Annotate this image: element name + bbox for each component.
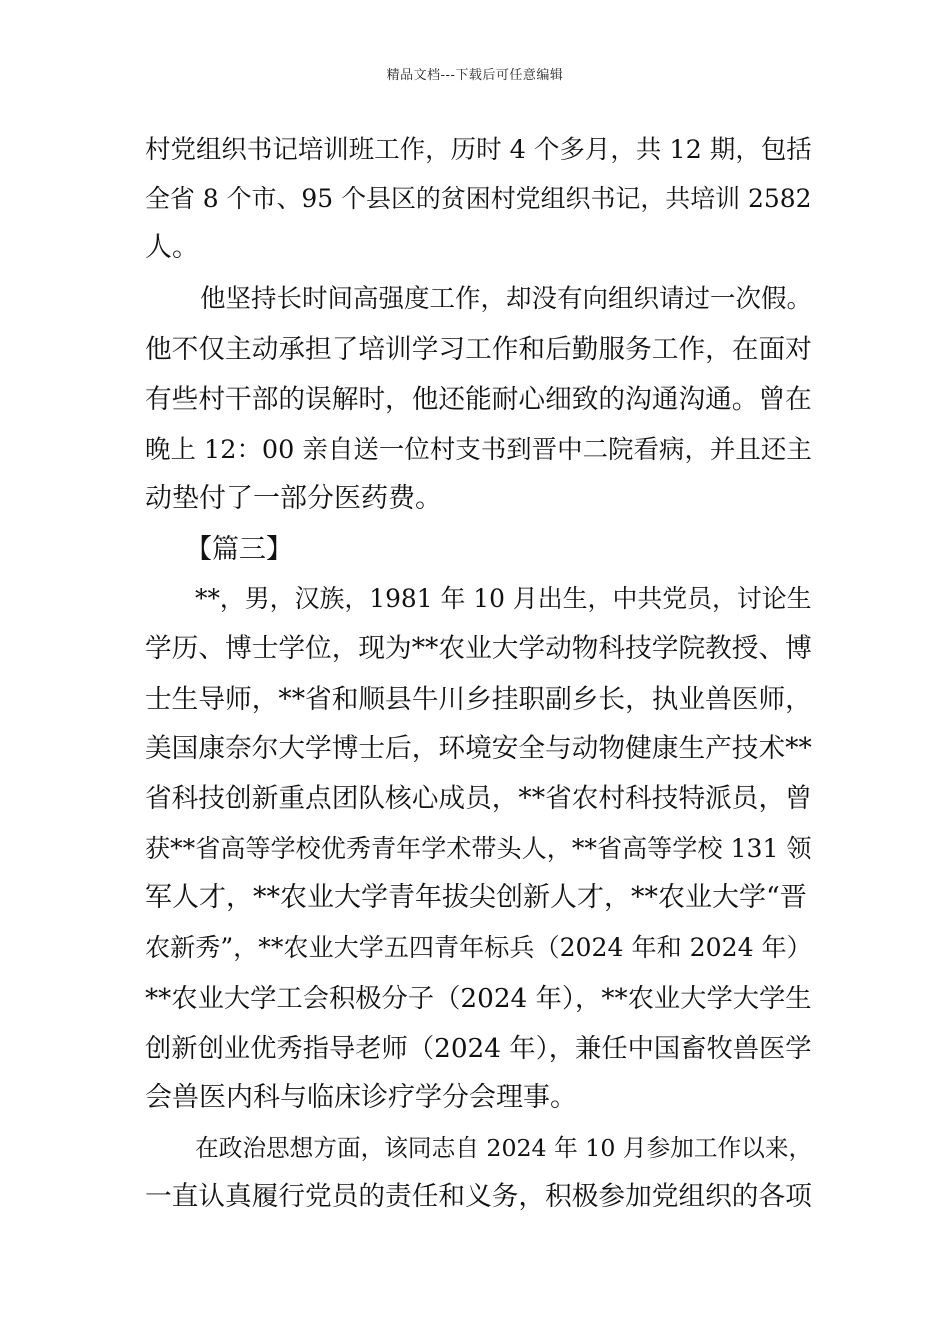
text-line: 他坚持长时间高强度工作，却没有向组织请过一次假。 xyxy=(200,284,813,314)
text-line: 军人才，**农业大学青年拔尖创新人才，**农业大学“晋 xyxy=(145,882,807,913)
text-line: 省科技创新重点团队核心成员，**省农村科技特派员，曾 xyxy=(145,783,812,814)
text-line: 获**省高等学校优秀青年学术带头人，**省高等学校 131 领 xyxy=(145,834,812,863)
text-line: 学历、博士学位，现为**农业大学动物科技学院教授、博 xyxy=(145,633,812,664)
section-heading: 【篇三】 xyxy=(185,534,293,565)
text-line: 晚上 12：00 亲自送一位村支书到晋中二院看病，并且还主 xyxy=(145,435,812,465)
text-line: 动垫付了一部分医药费。 xyxy=(145,483,442,514)
text-line: 有些村干部的误解时，他还能耐心细致的沟通沟通。曾在 xyxy=(145,384,812,415)
text-line: **，男，汉族，1981 年 10 月出生，中共党员，讨论生 xyxy=(195,584,812,613)
text-line: 在政治思想方面，该同志自 2024 年 10 月参加工作以来， xyxy=(195,1134,813,1162)
page-header: 精品文档---下载后可任意编辑 xyxy=(386,68,564,83)
text-line: 一直认真履行党员的责任和义务，积极参加党组织的各项 xyxy=(145,1181,812,1212)
text-line: **农业大学工会积极分子（2024 年），**农业大学大学生 xyxy=(145,984,812,1014)
text-line: 他不仅主动承担了培训学习工作和后勤服务工作，在面对 xyxy=(145,334,812,365)
text-line: 全省 8 个市、95 个县区的贫困村党组织书记，共培训 2582 xyxy=(145,184,812,213)
text-line: 人。 xyxy=(145,232,199,263)
text-line: 美国康奈尔大学博士后，环境安全与动物健康生产技术** xyxy=(145,733,812,764)
text-line: 会兽医内科与临床诊疗学分会理事。 xyxy=(145,1082,577,1113)
text-line: 士生导师，**省和顺县牛川乡挂职副乡长，执业兽医师， xyxy=(145,684,812,715)
text-line: 创新创业优秀指导老师（2024 年），兼任中国畜牧兽医学 xyxy=(145,1034,812,1064)
text-line: 农新秀”，**农业大学五四青年标兵（2024 年和 2024 年） xyxy=(145,933,812,962)
text-line: 村党组织书记培训班工作，历时 4 个多月，共 12 期，包括 xyxy=(145,135,812,165)
